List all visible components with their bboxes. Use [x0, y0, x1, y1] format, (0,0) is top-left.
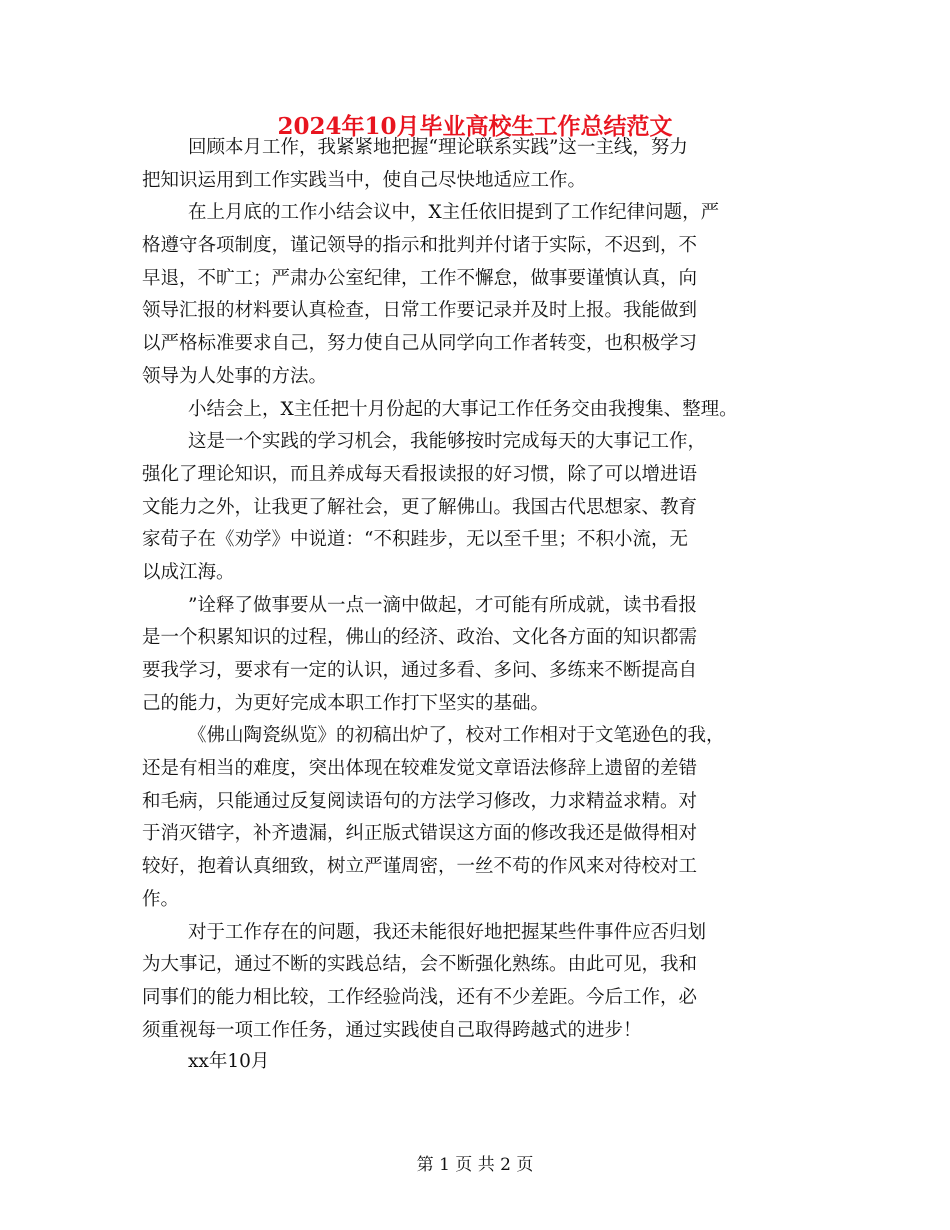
body-line: 强化了理论知识，而且养成每天看报读报的好习惯，除了可以增进语 [142, 463, 698, 485]
body-line: 在上月底的工作小结会议中，X主任依旧提到了工作纪律问题，严 [188, 202, 720, 224]
body-line: 把知识运用到工作实践当中，使自己尽快地适应工作。 [142, 169, 587, 191]
body-line: 格遵守各项制度，谨记领导的指示和批判并付诸于实际，不迟到，不 [142, 235, 698, 257]
body-line: 以严格标准要求自己，努力使自己从同学向工作者转变，也积极学习 [142, 333, 698, 355]
body-line: 须重视每一项工作任务，通过实践使自己取得跨越式的进步！ [142, 1019, 642, 1041]
body-line: 同事们的能力相比较，工作经验尚浅，还有不少差距。今后工作，必 [142, 986, 698, 1008]
body-line: 以成江海。 [142, 561, 235, 583]
body-line: 小结会上，X主任把十月份起的大事记工作任务交由我搜集、整理。 [188, 398, 738, 420]
body-line: 较好，抱着认真细致，树立严谨周密，一丝不苟的作风来对待校对工 [142, 856, 698, 878]
body-line: ”诠释了做事要从一点一滴中做起，才可能有所成就，读书看报 [188, 594, 697, 616]
body-line: 领导为人处事的方法。 [142, 365, 328, 387]
page-footer: 第 1 页 共 2 页 [416, 1155, 534, 1175]
body-line: 要我学习，要求有一定的认识，通过多看、多问、多练来不断提高自 [142, 660, 698, 681]
body-line: 文能力之外，让我更了解社会，更了解佛山。我国古代思想家、教育 [142, 496, 698, 518]
body-line: 是一个积累知识的过程，佛山的经济、政治、文化各方面的知识都需 [142, 627, 698, 649]
document-body [142, 132, 808, 1047]
body-line: 这是一个实践的学习机会，我能够按时完成每天的大事记工作， [188, 431, 707, 453]
body-line: 家荀子在《劝学》中说道：“不积跬步，无以至千里；不积小流，无 [142, 529, 688, 551]
document-date: xx年10月 [188, 1051, 270, 1072]
body-line: 作。 [142, 888, 180, 910]
body-line: 对于工作存在的问题，我还未能很好地把握某些件事件应否归划 [188, 921, 707, 943]
body-line: 早退，不旷工；严肃办公室纪律，工作不懈怠，做事要谨慎认真，向 [142, 267, 698, 289]
document-title: 2024年10月毕业高校生工作总结范文 [277, 113, 673, 140]
body-line: 领导汇报的材料要认真检查，日常工作要记录并及时上报。我能做到 [142, 300, 698, 322]
body-line: 回顾本月工作，我紧紧地把握“理论联系实践”这一主线，努力 [188, 137, 688, 158]
body-line: 己的能力，为更好完成本职工作打下坚实的基础。 [142, 692, 550, 714]
body-line: 为大事记，通过不断的实践总结，会不断强化熟练。由此可见，我和 [142, 954, 698, 976]
body-line: 于消灭错字，补齐遗漏，纠正版式错误这方面的修改我还是做得相对 [142, 823, 698, 845]
body-line: 还是有相当的难度，突出体现在较难发觉文章语法修辞上遗留的差错 [142, 758, 698, 780]
body-line: 和毛病，只能通过反复阅读语句的方法学习修改，力求精益求精。对 [142, 790, 698, 812]
body-line: 《佛山陶瓷纵览》的初稿出炉了，校对工作相对于文笔逊色的我， [188, 725, 725, 747]
